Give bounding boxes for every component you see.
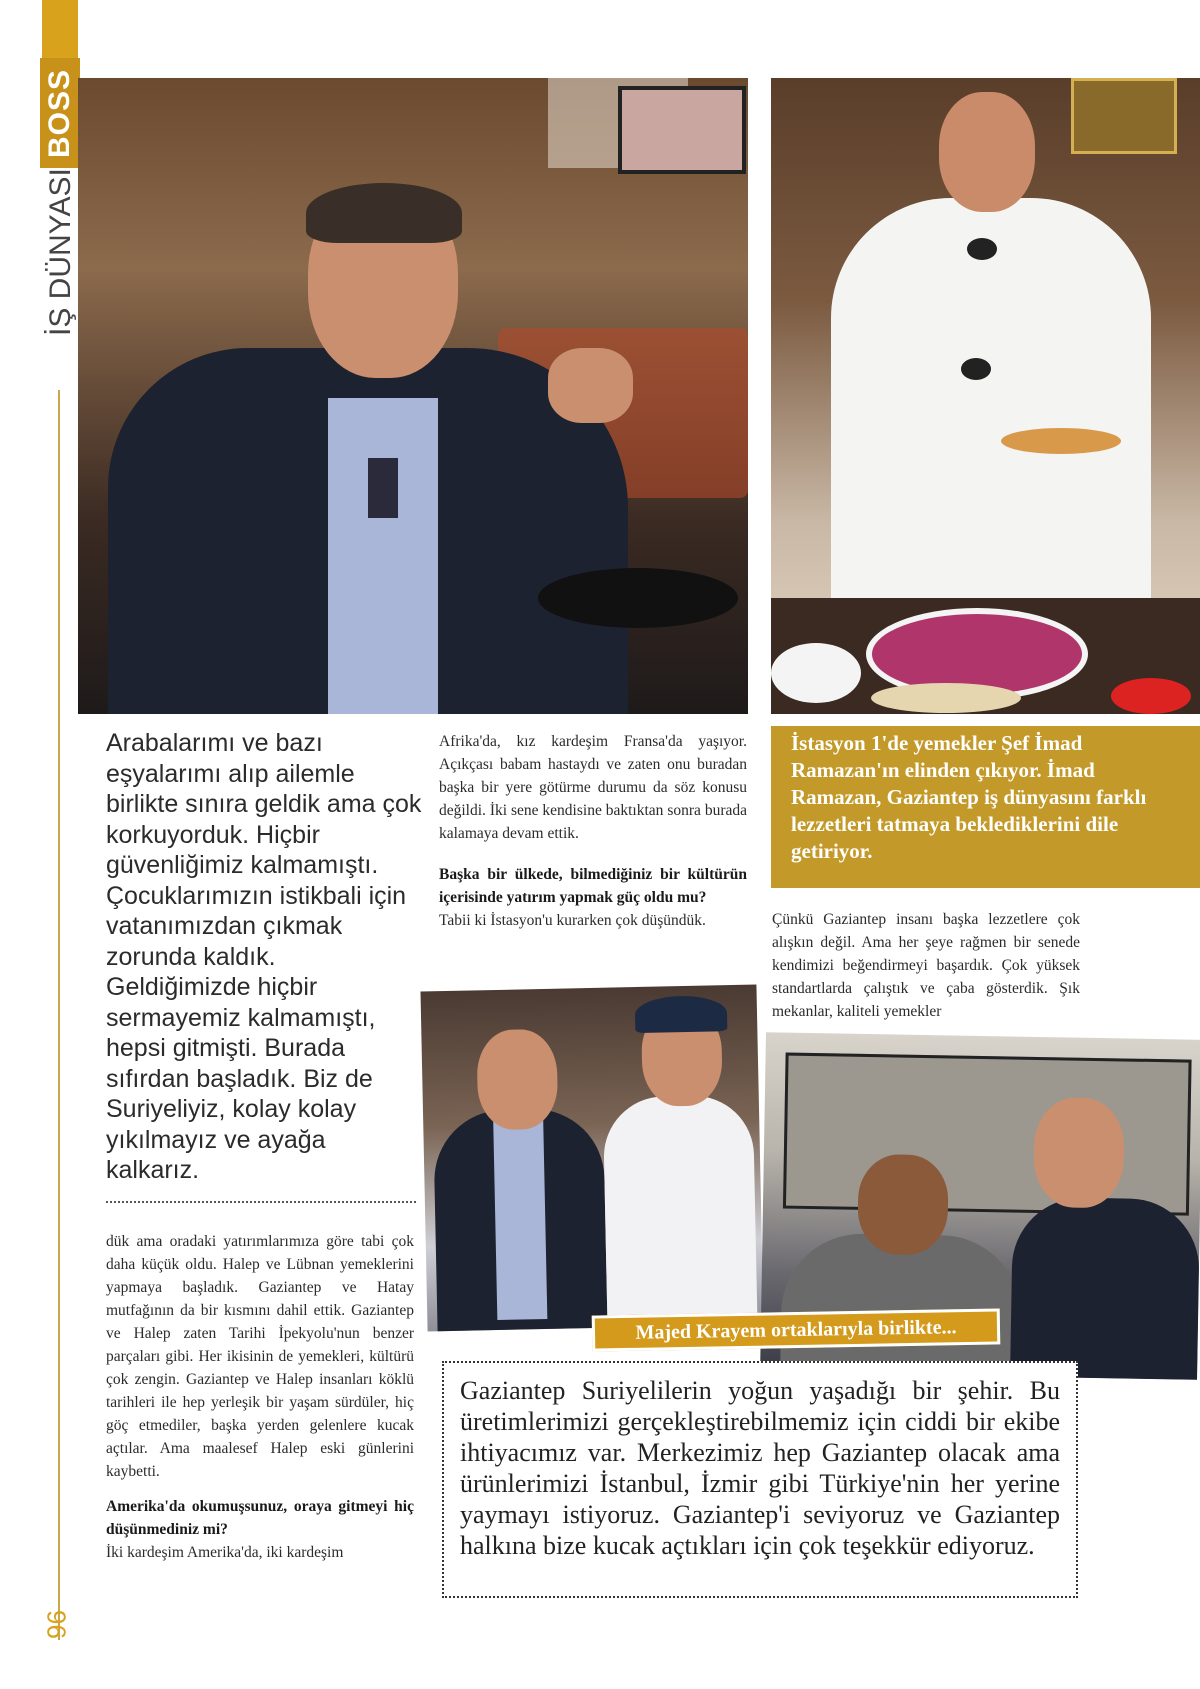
body-column-2 <box>439 730 747 932</box>
column-1-answer: İki kardeşim Amerika'da, iki kardeşim <box>106 1544 344 1561</box>
pull-quote-box: Gaziantep Suriyelilerin yoğun yaşadığı bir şehir. Bu üretimlerimizi gerçekleştirebilmemiz için ciddi bir ekibe ihtiyacımız var. Merkezimiz hep Gaziantep olacak ama ürünlerimizi İstanbul, İzmir gibi Türkiye'nin her yerine yaymayı istiyoruz. Gaziantep'i seviyoruz ve Gaziantep halkına bize kucak açtıkları için çok teşekkür ediyoruz. <box>442 1361 1078 1598</box>
column-2-answer: Tabii ki İstasyon'u kurarken çok düşündük. <box>439 912 706 929</box>
section-title: İŞ DÜNYASI <box>44 168 77 336</box>
photo-majed-krayem-seated <box>78 78 748 714</box>
photo-chef-imad-ramazan <box>771 78 1200 714</box>
chef-callout-box: İstasyon 1'de yemekler Şef İmad Ramazan'ın elinden çıkıyor. İmad Ramazan, Gaziantep iş dünyasını farklı lezzetleri tatmaya beklediklerini dile getiriyor. <box>771 726 1200 888</box>
interview-question-america: Amerika'da okumuşsunuz, oraya gitmeyi hiç düşünmediniz mi? <box>106 1498 414 1538</box>
brand-label: BOSS <box>40 58 80 168</box>
spine-divider <box>58 390 60 1640</box>
column-2-text: Afrika'da, kız kardeşim Fransa'da yaşıyor. Açıkçası babam hastaydı ve zaten onu buradan başka bir yere götürme durumu da söz konusu değildi. İki sene kendisine baktıktan sonra burada kalamaya devam ettik. <box>439 733 747 842</box>
lead-paragraph: Arabalarımı ve bazı eşyalarımı alıp ailemle birlikte sınıra geldik ama çok korkuyorduk. Hiçbir güvenliğimiz kalmamıştı. Çocuklarımızın istikbali için vatanımızdan çıkmak zorunda kaldık. Geldiğimizde hiçbir sermayemiz kalmamıştı, hepsi gitmişti. Burada sıfırdan başladık. Biz de Suriyeliyiz, kolay kolay yıkılmayız ve ayağa kalkarız. <box>106 729 422 1184</box>
page-number: 96 <box>41 1610 72 1640</box>
photo-krayem-with-partner <box>420 985 763 1332</box>
body-column-3: Çünkü Gaziantep insanı başka lezzetlere çok alışkın değil. Ama her şeye rağmen bir senede kendimizi beğendirmeyi başardık. Çok yüksek standartlarda çalıştık ve çaba gösterdik. Şık mekanlar, kaliteli yemekler <box>772 911 1080 1020</box>
dotted-divider <box>106 1201 416 1203</box>
interview-question-investment: Başka bir ülkede, bilmediğiniz bir kültürün içerisinde yatırım yapmak güç oldu mu? <box>439 866 747 906</box>
column-1-text: dük ama oradaki yatırımlarımıza göre tabi çok daha küçük oldu. Halep ve Lübnan yemeklerini yapmaya başladık. Gaziantep ve Hatay mutfağının da bir kısmını dahil ettik. Gaziantep ve Halep zaten Tarihi İpekyolu'nun benzer parçaları gibi. Her ikisinin de yemekleri, kültürü çok zengin. Gaziantep ve Halep insanları köklü tarihleri ile hep yerleşik bir yaşam sürdüler, hiç göç etmediler, başka yerden gelenlere kucak açtılar. Ama maalesef Halep eski günlerini kaybetti. <box>106 1233 414 1480</box>
photo-caption: Majed Krayem ortaklarıyla birlikte... <box>592 1308 1001 1351</box>
body-column-1 <box>106 1230 414 1564</box>
